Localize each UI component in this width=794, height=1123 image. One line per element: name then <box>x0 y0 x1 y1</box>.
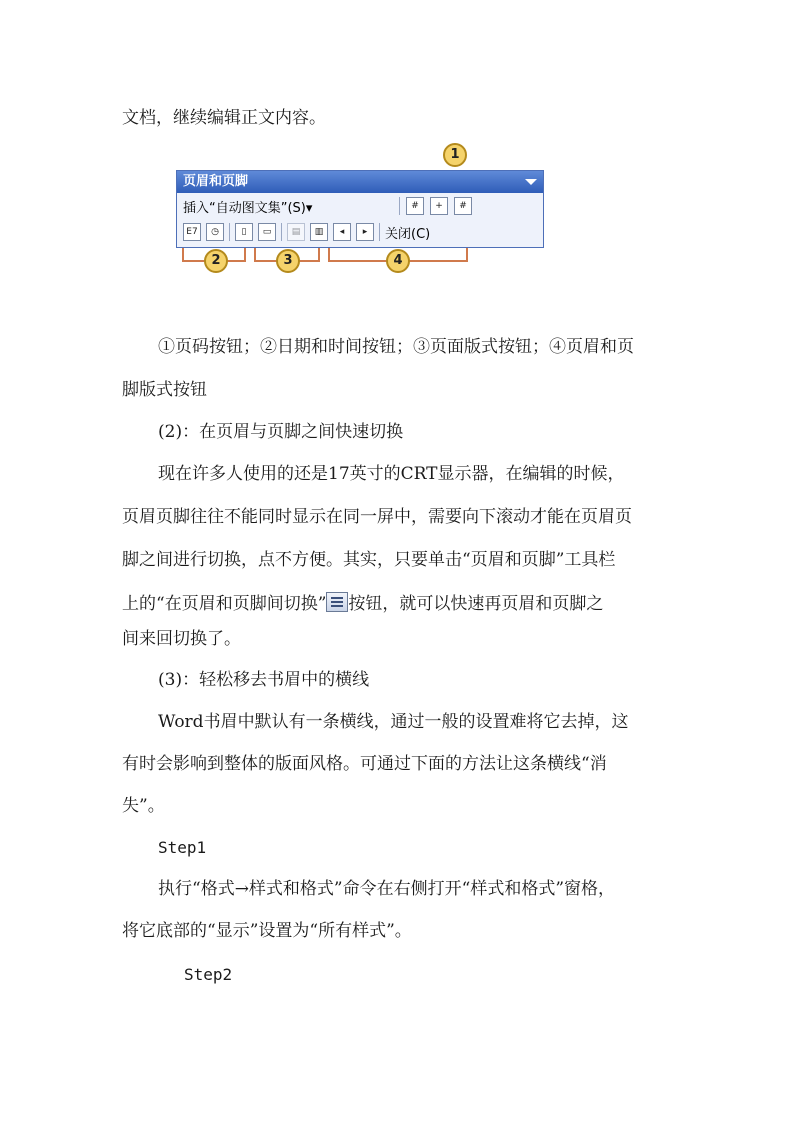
paragraph-line: 脚之间进行切换，点不方便。其实，只要单击“页眉和页脚”工具栏 <box>122 550 616 570</box>
page-setup-icon[interactable]: ▯ <box>235 223 253 241</box>
figure-caption: 脚版式按钮 <box>122 380 207 400</box>
link-to-previous-icon[interactable]: ▤ <box>287 223 305 241</box>
show-hide-document-text-icon[interactable]: ▭ <box>258 223 276 241</box>
switch-header-footer-icon <box>326 592 348 612</box>
paragraph-text: 按钮，就可以快速再页眉和页脚之 <box>348 594 604 614</box>
paragraph-text: 上的“在页眉和页脚间切换” <box>122 594 327 614</box>
paragraph-line: 文档，继续编辑正文内容。 <box>122 108 326 128</box>
toolbar-options-icon[interactable] <box>525 179 537 185</box>
paragraph-line: Word书眉中默认有一条横线，通过一般的设置难将它去掉，这 <box>158 712 629 732</box>
show-next-icon[interactable]: ▸ <box>356 223 374 241</box>
insert-page-number-icon[interactable]: # <box>406 197 424 215</box>
format-page-number-icon[interactable]: # <box>454 197 472 215</box>
section-heading: (2)：在页眉与页脚之间快速切换 <box>158 422 404 442</box>
insert-page-count-icon[interactable]: + <box>430 197 448 215</box>
insert-autotext-button[interactable]: 插入“自动图文集”(S)▾ <box>183 200 313 216</box>
section-heading: (3)：轻松移去书眉中的横线 <box>158 670 370 690</box>
toolbar-separator <box>379 223 380 241</box>
paragraph-line: 有时会影响到整体的版面风格。可通过下面的方法让这条横线“消 <box>122 754 607 774</box>
close-toolbar-button[interactable]: 关闭(C) <box>385 226 431 242</box>
toolbar-title-text: 页眉和页脚 <box>183 174 249 189</box>
callout-1: 1 <box>443 143 467 167</box>
insert-date-icon[interactable]: E7 <box>183 223 201 241</box>
show-previous-icon[interactable]: ◂ <box>333 223 351 241</box>
callout-4: 4 <box>386 249 410 273</box>
figure-caption: ①页码按钮；②日期和时间按钮；③页面版式按钮；④页眉和页 <box>158 337 634 357</box>
paragraph-line: 将它底部的“显示”设置为“所有样式”。 <box>122 921 412 941</box>
switch-header-footer-icon[interactable]: ▥ <box>310 223 328 241</box>
callout-3: 3 <box>276 249 300 273</box>
toolbar-separator <box>281 223 282 241</box>
paragraph-line: 执行“格式→样式和格式”命令在右侧打开“样式和格式”窗格， <box>158 879 616 899</box>
paragraph-line: 失”。 <box>122 796 165 816</box>
paragraph-line: 间来回切换了。 <box>122 629 241 649</box>
paragraph-line <box>122 592 603 615</box>
paragraph-line: 现在许多人使用的还是17英寸的CRT显示器，在编辑的时候， <box>158 464 625 484</box>
toolbar-row-2 <box>177 219 543 245</box>
paragraph-line: 页眉页脚往往不能同时显示在同一屏中，需要向下滚动才能在页眉页 <box>122 507 632 527</box>
insert-time-icon[interactable]: ◷ <box>206 223 224 241</box>
step-label: Step2 <box>184 965 233 984</box>
step-label: Step1 <box>158 838 207 857</box>
header-footer-toolbar <box>176 170 544 248</box>
toolbar-separator <box>399 197 400 215</box>
toolbar-title <box>177 171 543 193</box>
toolbar-row-1 <box>177 193 543 219</box>
callout-2: 2 <box>204 249 228 273</box>
toolbar-separator <box>229 223 230 241</box>
